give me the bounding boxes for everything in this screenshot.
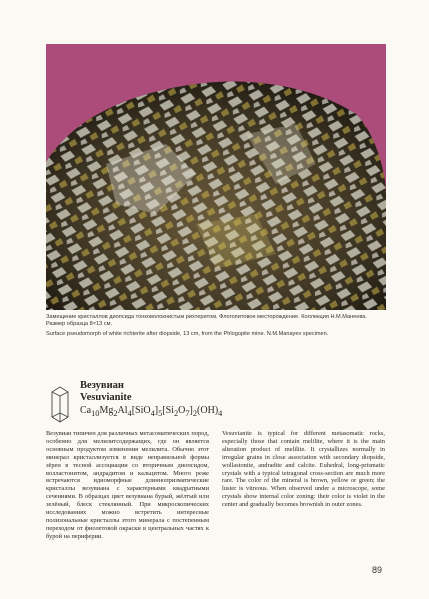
description-russian: Везувиан типичен для различных метасоматических пород, особенно для мелилитсодержащих, где он является основным продуктом изменения мелилита. Обычно этот минерал кристаллизуется в виде неправильной формы зёрен в тесной ассоциации со вторичным диопсидом, волластонитом, андрадитом и кальцитом. Много реже встречаются идиоморфные длиннопризматические кристаллы везувиана с характерными квадратными сечениями. В образцах цвет везувиана бурый, жёлтый или зелёный, блеск стеклянный. При микроскопических исследованиях можно встретить интересные полизональные кристаллы этого минерала с постепенным переходом от фиолетовой окраски в центральных частях к бурой на периферии. bbox=[46, 430, 209, 540]
mineral-specimen-photo bbox=[46, 44, 386, 310]
chemical-formula: $Ca_{10}Mg_2Al_4[SiO_4]_5[Si_2O_7]_2(OH)_4$ bbox=[80, 405, 223, 418]
description-english: Vesuvianite is typical for different metasomatic rocks, especially those that contain melilite, where it is the main alteration product of melilite. It crystallizes normally in irregular grains in close association with secondary diopside, wollastonite, andradite and calcite. Euhedral, long-prismatic crystals with a typical tetragonal cross-section are much more rare. The color of the mineral is brown, yellow or green; the luster is vitreous. When observed under a microscope, some crystals show internal color zoning: their color is violet in the center and gradually becomes brownish in outer zones. bbox=[222, 430, 385, 509]
photo-caption-russian: Замещение кристаллов диопсида тонковолокнистым рихтеритом. Флогопитовое месторождение. Коллекция Н.М.Манеева. Размер образца 8×13 см. bbox=[46, 314, 367, 328]
page-number: 89 bbox=[372, 565, 383, 575]
specimen-photo bbox=[46, 44, 386, 310]
mineral-name-russian: Везувиан bbox=[80, 380, 124, 391]
photo-caption-english: Surface pseudomorph of white richterite after diopside, 13 cm, from the Phlogopite mine. N.M.Manayev specimen. bbox=[46, 331, 329, 337]
mineral-title-block bbox=[80, 380, 222, 420]
mineral-name-english: Vesuvianite bbox=[80, 392, 132, 403]
tetragonal-crystal-icon bbox=[46, 384, 74, 426]
